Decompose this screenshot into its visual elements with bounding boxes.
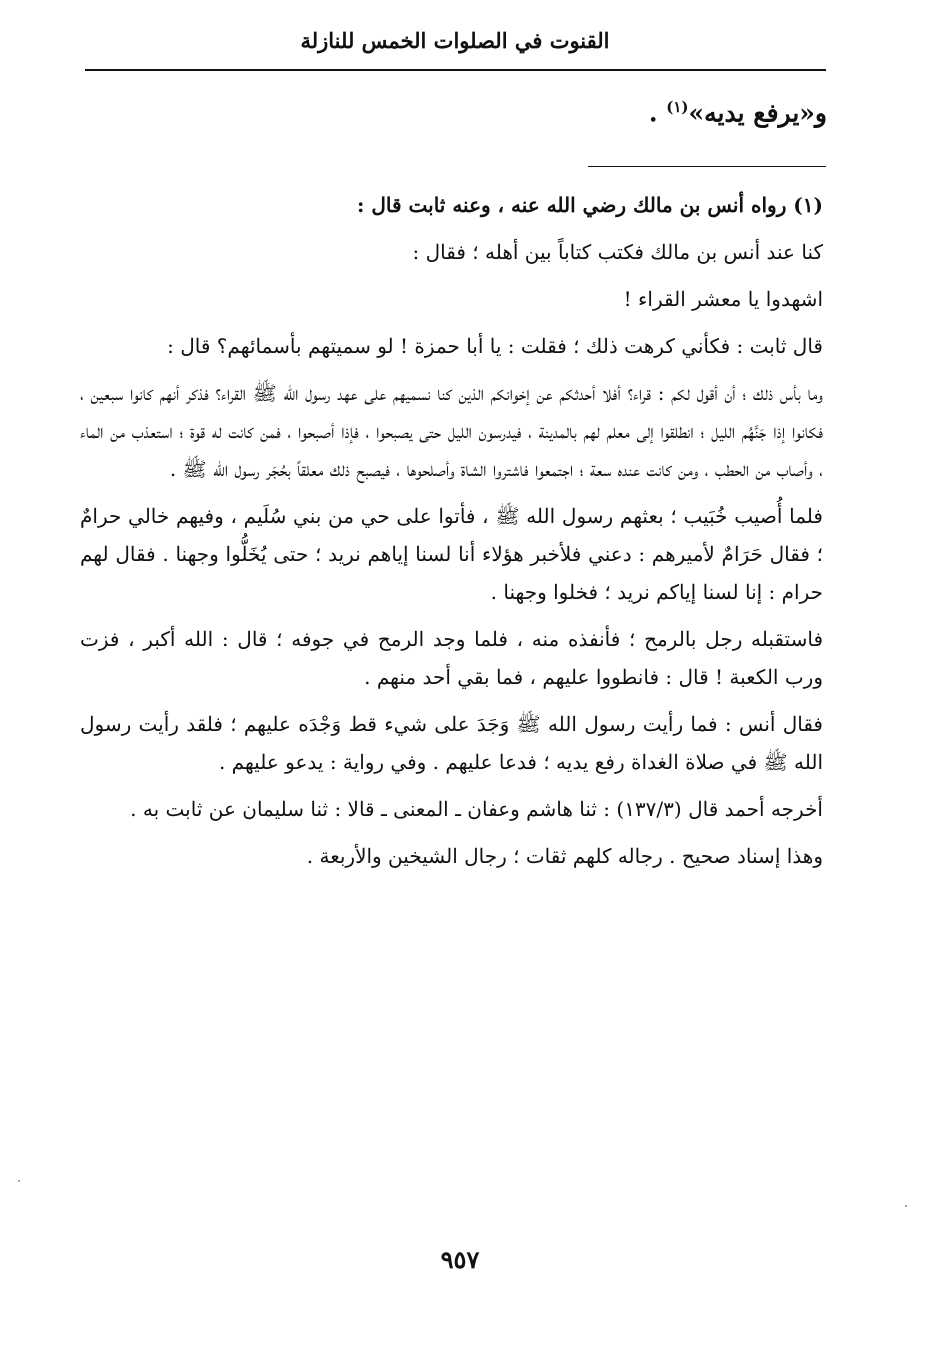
footnote-paragraph: وهذا إسناد صحيح . رجاله كلهم ثقات ؛ رجال الشيخين والأربعة .: [306, 844, 823, 868]
page-number: ٩٥٧: [440, 1245, 480, 1274]
footnote-paragraph: كنا عند أنس بن مالك فكتب كتاباً بين أهله ؛ فقال :: [412, 240, 823, 264]
footnote-paragraph: اشهدوا يا معشر القراء !: [623, 287, 823, 311]
header-rule: [85, 69, 826, 71]
footnotes-block: [80, 186, 823, 884]
scan-speck: [905, 1205, 907, 1207]
footnote-paragraph: أخرجه أحمد قال (١٣٧/٣) : ثنا هاشم وعفان ـ المعنى ـ قالا : ثنا سليمان عن ثابت به .: [130, 797, 823, 821]
main-text-end: .: [648, 98, 667, 128]
running-head: القنوت في الصلوات الخمس للنازلة: [300, 28, 610, 53]
footnote-paragraph: (١) رواه أنس بن مالك رضي الله عنه ، وعنه ثابت قال :: [357, 193, 823, 217]
footnote-paragraph: قال ثابت : فكأني كرهت ذلك ؛ فقلت : يا أبا حمزة ! لو سميتهم بأسمائهم؟ قال :: [167, 334, 823, 358]
footnote-paragraph: فقال أنس : فما رأيت رسول الله ﷺ وَجَدَ على شيء قط وَجْدَه عليهم ؛ فلقد رأيت رسول الله ﷺ في صلاة الغداة رفع يديه ؛ فدعا عليهم . وفي رواية : يدعو عليهم .: [80, 712, 823, 774]
scan-speck: [18, 1180, 20, 1182]
footnote-separator: [588, 166, 826, 167]
main-text: و«يرفع يديه»: [688, 98, 827, 128]
footnote-paragraph: فاستقبله رجل بالرمح ؛ فأنفذه منه ، فلما وجد الرمح في جوفه ؛ قال : الله أكبر ، فزت ورب الكعبة ! قال : فانطووا عليهم ، فما بقي أحد منهم .: [80, 627, 823, 689]
footnote-reference[interactable]: (١): [666, 98, 689, 116]
footnote-paragraph: وما بأس ذلك ؛ أن أقول لكم : قراء؟ أفلا أحدثكم عن إخوانكم الذين كنا نسميهم على عهد رسول الله ﷺ القراء؟ فذكر أنهم كانوا سبعين ، فكانوا إذا جَنَّهُم الليل ؛ انطلقوا إلى معلم لهم بالمدينة ، فيدرسون الليل حتى يصبحوا ، فإذا أصبحوا ، فمن كانت له قوة ؛ استعذب من الماء ، وأصاب من الحطب ، ومن كانت عنده سعة ؛ اجتمعوا فاشتروا الشاة وأصلحوها ، فيصبح ذلك معلقاً بحُجَر رسول الله ﷺ .: [80, 381, 823, 481]
footnote-paragraph: فلما أُصيب خُبَيب ؛ بعثهم رسول الله ﷺ ، فأتوا على حي من بني سُلَيم ، وفيهم خالي حرامٌ ؛ فقال حَرَامٌ لأميرهم : دعني فلأخبر هؤلاء أنا لسنا إياهم نريد ؛ حتى يُخَلُّوا وجهنا . فقال لهم حرام : إنا لسنا إياكم نريد ؛ فخلوا وجهنا .: [80, 504, 823, 604]
main-text-line: [649, 98, 827, 127]
